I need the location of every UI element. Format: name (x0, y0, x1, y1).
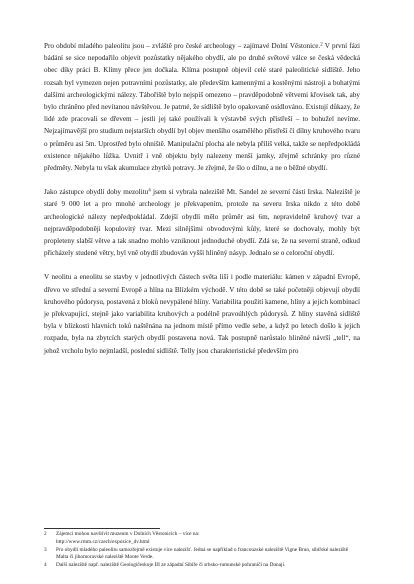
paragraph-text: V neolitu a eneolitu se stavby v jednotlivých částech světa liší i podle materiálu: kámen v západní Evropě, dřevo ve střední a severní Evropě a hlína na Blízkém východě. V této době se také početněji objevují obydlí kruhového půdorysu, postavená z bloků nevypálené hlíny. Variabilita použití kamene, hlíny a jejich kombinací je překvapující, stejně jako variabilita kruhových a podélně pravoúhlých půdorysů. Z hlíny stavěná sídliště byla v blízkosti hlavních toků naštěnána na jednom místě přímo vedle sebe, a když po letech došlo k jejich rozpadu, byla na zbytcích starých obydlí postavena nová. Tak postupně narůstalo hliněné návrší „tell“, na jehož vrcholu bylo nejmladší, poslední sídliště. Telly jsou charakteristické především pro (44, 273, 360, 355)
footnote-number: 4 (44, 562, 47, 569)
paragraph-mesolithic (44, 186, 360, 259)
paragraph-text: Jako zástupce obydlí doby mezolitu (44, 188, 149, 197)
footnote-text: Zájemci mohou navštívit muzeum v Dolních Věstonicích – více na: (56, 531, 200, 537)
footnote-item (44, 531, 360, 539)
footnotes (44, 528, 360, 570)
footnote-number: 3 (44, 546, 47, 553)
paragraph-text: Pro období mladého paleolitu jsou – zvláště pro české archeology – zajímavé Dolní Věstonice. (44, 42, 321, 50)
paragraph-upper-paleolithic (44, 40, 360, 174)
paragraph-text: jsem si vybrala naleziště Mt. Sandel ze severní části Irska. Naleziště je staré 9 000 let a pro mnohé archeology je překvapením, protože na severu Irska nikdo z této době archeologické nálezy nepředpokládal. Zdejší obydlí mělo průměr asi 6m, nepravidelně kruhový tvar a nejpravděpodobněji kopulovitý tvar. Mezi silnějšími obvodovými kůly, které se dochovaly, mohly být propleteny slabší větve a tak snadno mohlo vzniknout jednoduché obydlí. Zdá se, že na severní straně, odkud přicházely studené větry, byl vně obydlí zbudován vyšší hliněný násyp. Jednalo se o celoroční obydlí. (44, 188, 361, 258)
footnote-link[interactable]: http://www.rmm.cz/czech/expozice_dv.html (56, 538, 150, 545)
footnote-ref-2[interactable]: 2 (320, 42, 323, 48)
paragraph-neolithic (44, 271, 360, 356)
footnote-number: 2 (44, 531, 47, 537)
footnote-item (44, 547, 360, 563)
footnote-text: Pro obydlí mladého paleolitu samozřejmě existuje více nalezišť. Jedná se například o francouzské naleziště Vigne Brun, sibiřské naleziště Malta či jihomoravské naleziště Monte Verde. (56, 546, 349, 561)
footnote-text: Další naleziště např. naleziště Geologičeskoje III ze západní Sibiře či srbsko-rumunské pohraničí na Dunaji. (56, 562, 286, 569)
paragraph-text: V první fázi bádání se sice nepodařilo objevit pozůstatky nějakého obydlí, ale po druhé světové válce se česká vědecká obec díky práci B. Klímy přece jen dočkala. Klíma postupně objevil celé staré paleolitické sídliště. Jeho rozsah byl vymezen nejen potravními pozůstatky, ale především kamennými a kostěnými nástroji a bohatými dalšími archeologickými nálezy. Tábořiště bylo nejspíš omezeno – pravděpodobně větvemi křovisek tak, aby bylo chráněno před nevítanou návštěvou. Je patrné, že sídliště bylo opakovaně osídlováno. Existují důkazy, že lidé zde pracovali se dřevem – jestli jej také používali k výstavbě svých přístřeší – to bohužel nevíme. Nejzajímavější pro studium nejstarších obydlí byl objev menšího osamělého přístřeší či dílny kruhového tvaru o průměru asi 5m. Uprostřed bylo ohniště. Manipulační plocha ale nebyla příliš velká, takže se nepředpokládá existence nějakého lůžka. Uvnitř i vně objektu byly nalezeny menší jamky, zřejmě schránky pro různé předměty. Nebyla tu však akumulace zbytků potravy. Je zřejmé, že šlo o dílnu, a ne o běžné obydlí. (44, 42, 361, 173)
body-text (44, 40, 360, 369)
footnote-divider (44, 528, 160, 529)
footnote-item (44, 562, 360, 570)
footnote-ref-4[interactable]: 4 (148, 188, 151, 194)
